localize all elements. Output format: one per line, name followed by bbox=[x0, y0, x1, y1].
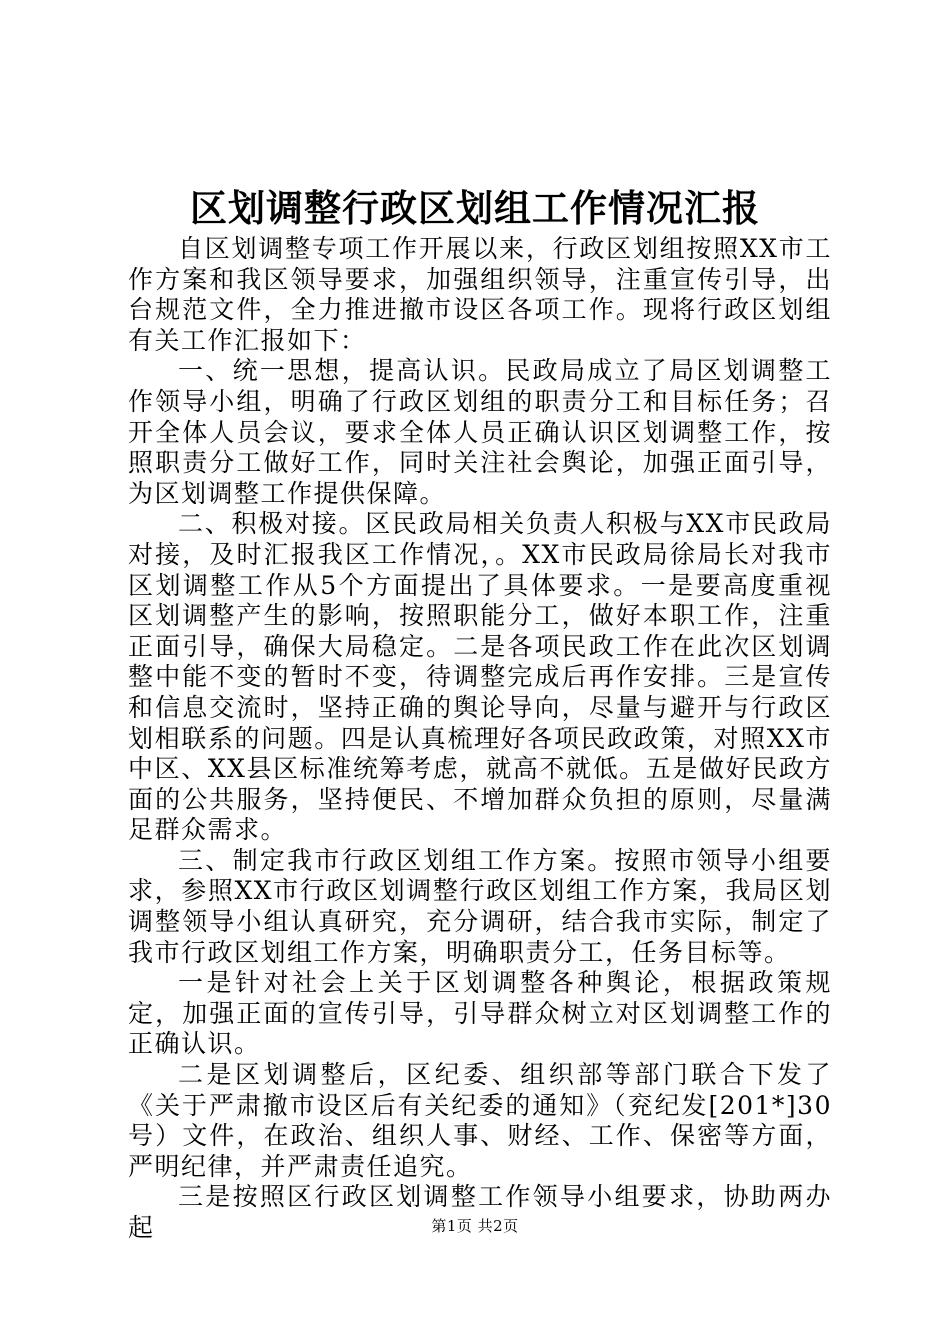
page-number-footer: 第1页 共2页 bbox=[431, 1217, 519, 1235]
paragraph-item-1: 一是针对社会上关于区划调整各种舆论，根据政策规定，加强正面的宣传引导，引导群众树立对区划调整工作的正确认识。 bbox=[128, 968, 832, 1059]
document-title: 区划调整行政区划组工作情况汇报 bbox=[190, 186, 760, 230]
paragraph-section-3: 三、制定我市行政区划组工作方案。按照市领导小组要求，参照XX市行政区划调整行政区划组工作方案，我局区划调整领导小组认真研究，充分调研，结合我市实际，制定了我市行政区划组工作方案，明确职责分工，任务目标等。 bbox=[128, 845, 832, 967]
paragraph-item-3: 三是按照区行政区划调整工作领导小组要求，协助两办起 bbox=[128, 1182, 832, 1242]
paragraph-section-2: 二、积极对接。区民政局相关负责人积极与XX市民政局对接，及时汇报我区工作情况，。XX市民政局徐局长对我市区划调整工作从5个方面提出了具体要求。一是要高度重视区划调整产生的影响，按照职能分工，做好本职工作，注重正面引导，确保大局稳定。二是各项民政工作在此次区划调整中能不变的暂时不变，待调整完成后再作安排。三是宣传和信息交流时，坚持正确的舆论导向，尽量与避开与行政区划相联系的问题。四是认真梳理好各项民政政策，对照XX市中区、XX县区标准统筹考虑，就高不就低。五是做好民政方面的公共服务，坚持便民、不增加群众负担的原则，尽量满足群众需求。 bbox=[128, 509, 832, 845]
document-body bbox=[128, 234, 832, 1244]
paragraph-item-2: 二是区划调整后，区纪委、组织部等部门联合下发了《关于严肃撤市设区后有关纪委的通知》（兖纪发[201*]30号）文件，在政治、组织人事、财经、工作、保密等方面，严明纪律，并严肃责任追究。 bbox=[128, 1060, 832, 1181]
paragraph-section-1: 一、统一思想，提高认识。民政局成立了局区划调整工作领导小组，明确了行政区划组的职责分工和目标任务；召开全体人员会议，要求全体人员正确认识区划调整工作，按照职责分工做好工作，同时关注社会舆论，加强正面引导，为区划调整工作提供保障。 bbox=[128, 356, 832, 508]
paragraph-intro: 自区划调整专项工作开展以来，行政区划组按照XX市工作方案和我区领导要求，加强组织领导，注重宣传引导，出台规范文件，全力推进撤市设区各项工作。现将行政区划组有关工作汇报如下： bbox=[128, 234, 832, 355]
